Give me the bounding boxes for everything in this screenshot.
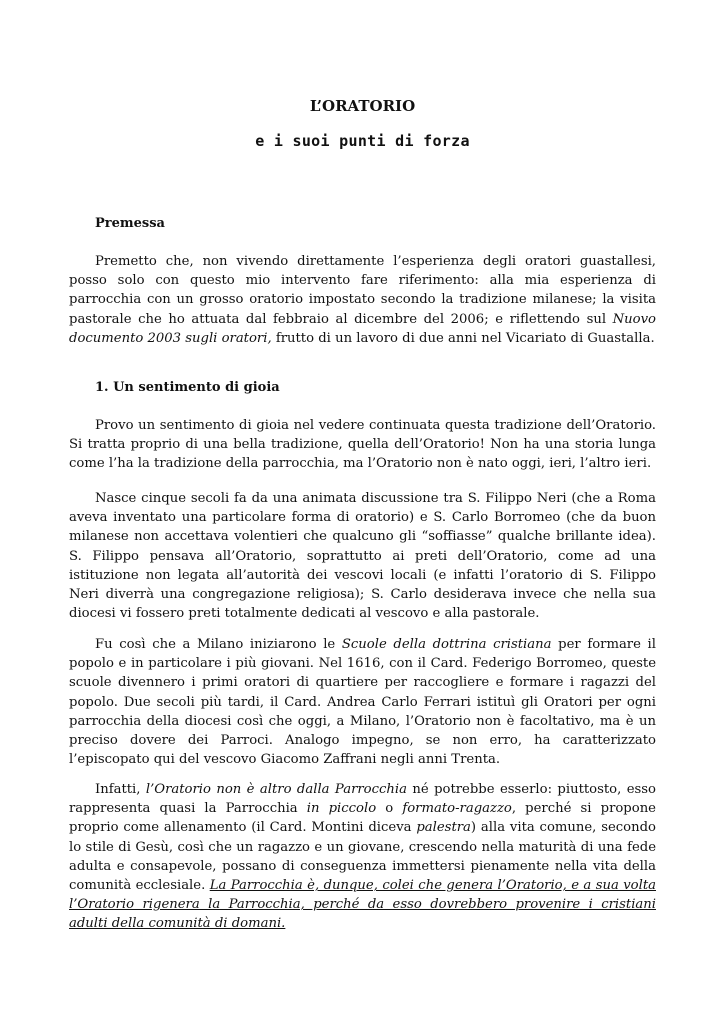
paragraph-italic: palestra	[416, 820, 471, 836]
paragraph-text: Infatti,	[95, 782, 146, 797]
paragraph-italic: in piccolo	[306, 801, 377, 817]
paragraph-italic: Scuole della dottrina cristiana	[341, 637, 552, 652]
document-title: L’ORATORIO	[309, 97, 416, 115]
paragraph-text: Fu così che a Milano iniziarono le	[95, 637, 342, 652]
paragraph-text: o	[376, 801, 403, 817]
premessa-heading: Premessa	[95, 216, 165, 231]
section-1-paragraph-3	[69, 635, 656, 769]
section-1-paragraph-1: Provo un sentimento di gioia nel vedere continuata questa tradizione dell’Oratorio. Si tratta proprio di una bella tradizione, quella dell’Oratorio! Non ha una storia lunga come l’ha la tradizione della parrocchia, ma l’Oratorio non è nato oggi, ieri, l’altro ieri.	[69, 418, 656, 472]
paragraph-italic: formato-ragazzo	[402, 801, 512, 817]
document-subtitle: e i suoi punti di forza	[255, 132, 470, 150]
underlined-statement: La Parrocchia è, dunque, colei che genera l’Oratorio, e a sua volta l’Oratorio rigenera la Parrocchia, perché da esso dovrebbero provenire i cristiani adulti della comunità di domani.	[69, 878, 656, 932]
section-1-heading: 1. Un sentimento di gioia	[95, 380, 280, 395]
paragraph-italic: l’Oratorio non è altro dalla Parrocchia	[145, 782, 407, 797]
paragraph-text: ) alla vita comune, secondo lo stile di Gesù, così che un ragazzo e un giovane, crescendo nella maturità di una fede adulta e consapevole, possano di conseguenza immettersi pienamente nella vita della comunità ecclesiale.	[69, 820, 656, 894]
paragraph-text: Premetto che, non vivendo direttamente l’esperienza degli oratori guastallesi, posso solo con questo mio intervento fare riferimento: alla mia esperienza di parrocchia con un grosso oratorio impostato secondo la tradizione milanese; la visita pastorale che ho attuata dal febbraio al dicembre del 2006; e riflettendo sul	[69, 254, 656, 327]
premessa-paragraph	[69, 252, 656, 348]
paragraph-text: , perché si propone proprio come allenamento (il Card. Montini diceva	[69, 801, 656, 836]
section-1-paragraph-4	[69, 780, 656, 934]
paragraph-text: frutto di un lavoro di due anni nel Vicariato di Guastalla.	[271, 330, 655, 346]
paragraph-text: per formare il popolo e in particolare i più giovani. Nel 1616, con il Card. Federigo Borromeo, queste scuole divennero i primi oratori di quartiere per raccogliere e formare i ragazzi del popolo. Due secoli più tardi, il Card. Andrea Carlo Ferrari istituì gli Oratori per ogni parrocchia della diocesi così che oggi, a Milano, l’Oratorio non è facoltativo, ma è un preciso dovere dei Parroci. Analogo impegno, se non erro, ha caratterizzato l’episcopato qui del vescovo Giacomo Zaffrani negli anni Trenta.	[69, 637, 656, 768]
paragraph-italic: Nuovo documento 2003 sugli oratori,	[69, 311, 656, 346]
section-1-paragraph-2: Nasce cinque secoli fa da una animata discussione tra S. Filippo Neri (che a Roma aveva inventato una particolare forma di oratorio) e S. Carlo Borromeo (che da buon milanese non accettava volentieri che qualcuno gli “soffiasse” qualche brillante idea). S. Filippo pensava all’Oratorio, soprattutto ai preti dell’Oratorio, come ad una istituzione non legata all’autorità dei vescovi locali (e infatti l’oratorio di S. Filippo Neri diverrà una congregazione religiosa); S. Carlo desiderava invece che nella sua diocesi vi fossero preti totalmente dedicati al vescovo e alla pastorale.	[69, 491, 656, 622]
paragraph-text: né potrebbe esserlo: piuttosto, esso rappresenta quasi la Parrocchia	[69, 782, 656, 817]
